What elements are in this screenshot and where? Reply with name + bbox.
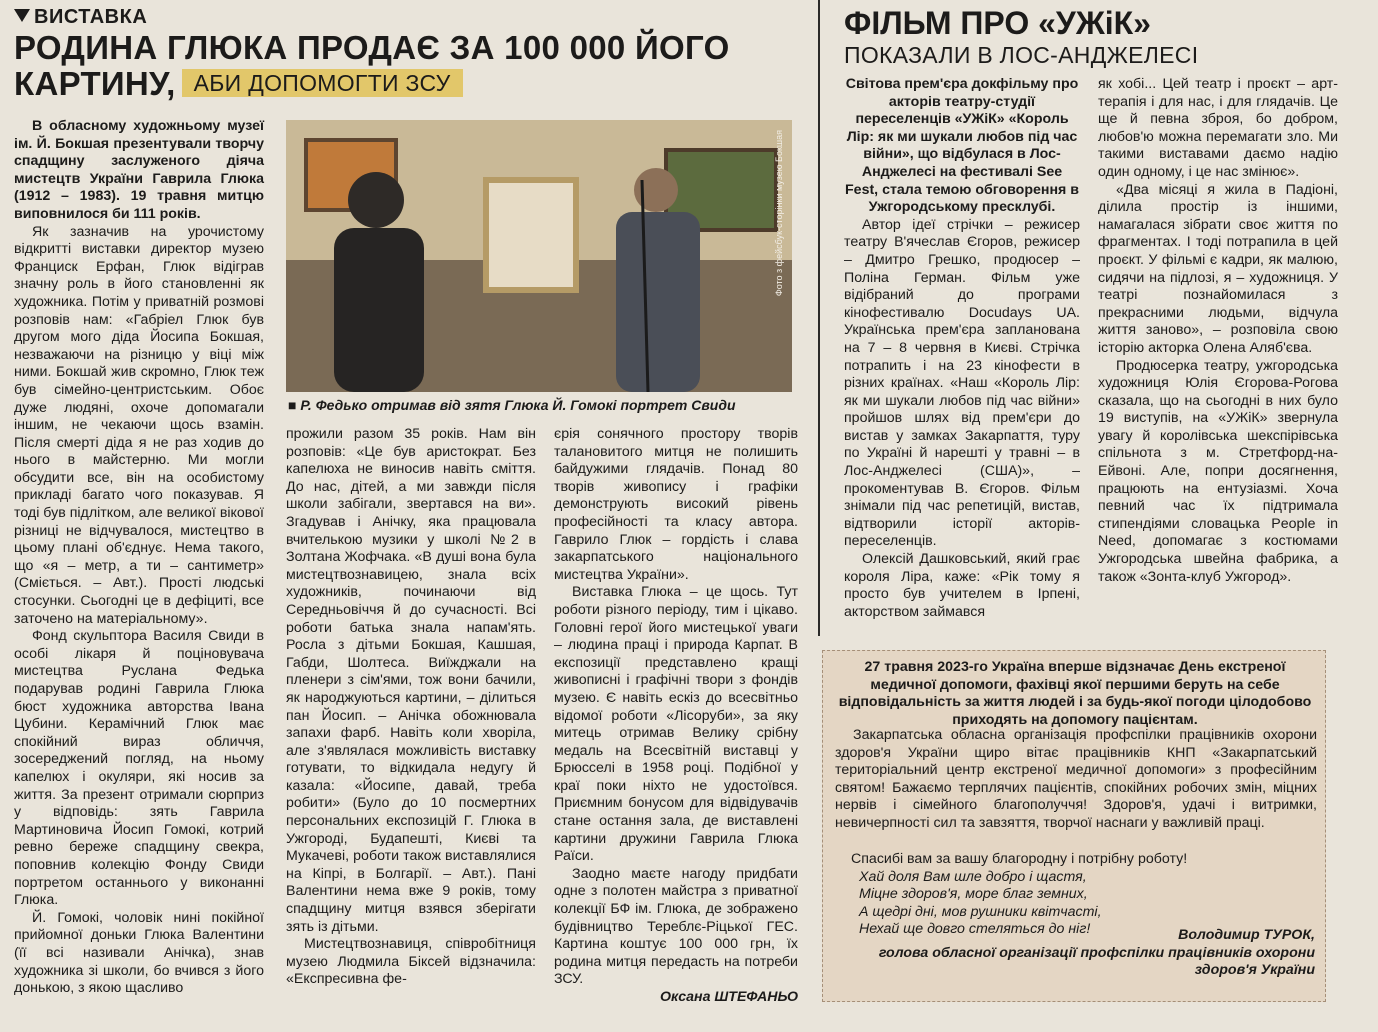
photo-credit: Фото з фейсбук-сторінки музею Бокшая (774, 130, 784, 297)
paragraph: Фонд скульптора Василя Свиди в особі лікаря й поціновувача мистецтва Руслана Федька подарував родині Гаврила Глюка бюст художника авторства Івана Цубини. Керамічний Глюк має спокійний вираз обличчя, зосереджений погляд, на ньому капелюх і окуляри, які носив за життя. За презент отримали сюрприз у відповідь: зять Гаврила Мартиновича Йосип Гомокі, котрий ревно береже спадщину свекра, поповнив колекцію Фонду Свиди портретом останнього у виконанні Глюка. (14, 628, 264, 909)
paragraph: Автор ідеї стрічки – режисер театру В'ячеслав Єгоров, режисер – Дмитро Грешко, продюсер – Поліна Герман. Фільм уже відібраний до програми кінофестивалю Docudays UA. Українська прем'єра запланована на 7 – 8 червня в Києві. Стрічка потрапить і на 23 кінофести в різних країнах. «Наш «Король Лір: як ми шукали любов під час війни» пройшов шлях від прем'єри до вистав у замках Закарпаття, туру по Україні й нарешті у травні – в Лос-Анджелесі (США)», – прокоментував В. Єгоров. Фільм знімали під час репетицій, вистав, відтворили історії акторів-переселенців. (844, 216, 1080, 550)
article-author: Оксана ШТЕФАНЬО (660, 989, 798, 1005)
greeting-title: 27 травня 2023-го Україна вперше відзначає День екстреної медичної допомоги, фахівці якої першими беруть на себе відповідальність за життя людей і за будь-якої погоди цілодобово приходять на допомогу пацієнтам. (838, 659, 1312, 728)
paragraph: як хобі... Цей театр і проєкт – арт-терапія і для нас, і для глядачів. Це ще й певна зброя, бо добром, любов'ю можна перемагати зло. Ми такими виставами даємо надію один одному, і це нас змінює». (1098, 76, 1338, 180)
article1-column-2 (286, 426, 536, 1002)
paragraph: Закарпатська обласна організація профспілки працівників охорони здоров'я України щиро вітає працівників КНП «Закарпатський територіальний центр екстреної медичної допомоги» з професійним святом! Бажаємо терплячих пацієнтів, спокійних робочих змін, міцних нервів і сімейного благополуччя! Здоров'я, удачі і витримки, невичерпності сил та завзяття, творчої наснаги у важливій праці. (835, 727, 1317, 831)
article-headline: РОДИНА ГЛЮКА ПРОДАЄ ЗА 100 000 ЙОГО КАРТИНУ, АБИ ДОПОМОГТИ ЗСУ (14, 29, 730, 102)
signer-name: Володимир ТУРОК, (1178, 927, 1315, 943)
paragraph: «Два місяці я жила в Падіоні, ділила простір із іншими, намагалася зібрати своє життя по фрагментах. І тоді потрапила в цей проєкт. У фільмі є кадри, як малюю, сидячи на підлозі, я – художниця. У театрі познайомилася з прекрасними людьми, відчула життя заново», – розповіла свою історію акторка Олена Аляб'єва. (1098, 181, 1338, 356)
greeting-body (835, 727, 1317, 833)
article1-column-1 (14, 118, 264, 1002)
poem-line: Нехай ще довго стеляться до ніг! (859, 921, 1091, 938)
article2-column-2 (1098, 76, 1338, 632)
paragraph: Олексій Дашковський, який грає короля Ліра, каже: «Рік тому я просто був учителем в Ірпені, акторством займався (844, 551, 1080, 620)
article2-lead: Світова прем'єра докфільму про акторів театру-студії переселенців «УЖіК» «Король Лір: як ми шукали любов під час війни», що відбулася в Лос-Анджелесі на фестивалі See Fest, стала темою обговорення в Ужгородському пресклубі. (845, 76, 1079, 216)
article1-column-3 (554, 426, 798, 1005)
paragraph: Продюсерка театру, ужгородська художниця Юлія Єгорова-Рогова сказала, що на сьогодні в них було 19 виступів, на «УЖіК» звернула увагу й королівська шекспірівська спільнота з м. Стретфорд-на-Ейвоні. Але, попри досягнення, працюють на ентузіазмі. Хоча певний час їх підтримала стипендіями словацька People in Need, допомагає з костюмами Ужгородська швейна фабрика, а також «Зонта-клуб Ужгород». (1098, 357, 1338, 585)
article2-column-1 (844, 76, 1080, 632)
paragraph: Заодно маєте нагоду придбати одне з полотен майстра з приватної колекції БФ ім. Глюка, де зображено будівництво Тереблє-Ріцької ГЕС. Картина коштує 100 000 грн, їх родина митця передасть на потреби ЗСУ. (554, 865, 798, 988)
triangle-icon (14, 9, 30, 22)
poem-line: Міцне здоров'я, море благ земних, (859, 886, 1088, 903)
paragraph: прожили разом 35 років. Нам він розповів: «Це був аристократ. Без капелюха не виносив навіть сміття. До нас, дітей, а ми завжди після школи забігали, звертався на ви». Згадував і Анічку, яка працювала вчителькою музики у школі №2 в Золтана Жофчака. «В душі вона була мистецтвознавицею, знала всіх художників, починаючи від Середньовіччя й до сучасності. Всі роботи батька знала напам'ять. Росла з дітьми Бокшая, Кашшая, Габди, Шолтеса. Виїжджали на пленери з сім'ями, тож вони бачили, як народжуються картини, – ділиться пан Йосип. – Анічка обожнювала запахи фарб. Навіть коли хворіла, але з'являлася можливість виставку готувати, то відкидала недугу й казала: «Йосипе, давай, треба робити» (Було до 10 посмертних персональних експозицій Г. Глюка в Ужгороді, Будапешті, Києві та Мукачеві, роботи також виставлялися на Кіпрі, в Болгарії. – Авт.). Пані Валентини нема вже 9 років, тому спадщину митця взявся зберігати зять із дітьми. (286, 426, 536, 935)
photo-caption: ■ Р. Федько отримав від зятя Глюка Й. Гомокі портрет Свиди (288, 397, 736, 413)
article-photo (286, 120, 792, 392)
signer-title: голова обласної організації профспілки працівників охорони здоров'я України (878, 944, 1315, 979)
poem-line: Спасибі вам за вашу благородну і потрібну роботу! (851, 851, 1188, 867)
poem-line: А щедрі дні, мов рушники квітчасті, (859, 903, 1102, 920)
headline-kicker: АБИ ДОПОМОГТИ ЗСУ (182, 69, 463, 97)
article2-subheadline: ПОКАЗАЛИ В ЛОС-АНДЖЕЛЕСІ (844, 42, 1199, 68)
photo-illustration (286, 120, 792, 392)
paragraph: Й. Гомокі, чоловік нині покійної прийомної доньки Глюка Валентини (її всі називали Анічка), знав художника зі школи, бо вчився з його донькою, з якою щасливо (14, 909, 264, 997)
paragraph: єрія сонячного простору творів талановитого митця не полишить байдужими глядачів. Понад 80 творів живопису і графіки демонструють високий рівень професійності та класу автора. Гаврило Глюк – гордість і слава закарпатського національного мистецтва України». (554, 426, 798, 583)
poem-line: Хай доля Вам шле добро і щастя, (859, 868, 1087, 885)
paragraph: Виставка Глюка – це щось. Тут роботи різного періоду, тим і цікаво. Головні герої його мистецької уваги – людина праці і природа Карпат. В експозиції представлено кращі живописні і графічні твори з фондів музею. Є навіть ескіз до всесвітньо відомої роботи «Лісоруби», за яку митець отримав Велику срібну медаль на Всесвітній виставці у Брюсселі в 1958 році. Подібної у краї поки ніхто не удостоївся. Приємним бонусом для відвідувачів стане остання зала, де виставлені картини дружини Гаврила Глюка Раїси. (554, 584, 798, 865)
article1-lead: В обласному художньому музеї ім. Й. Бокшая презентували творчу спадщину заслуженого діяча мистецтв України Гаврила Глюка (1912 – 1983). 19 травня митцю виповнилося би 111 років. (14, 118, 264, 222)
section-rubric: ВИСТАВКА (14, 6, 147, 29)
greeting-poem (835, 851, 1317, 939)
paragraph: Мистецтвознавиця, співробітниця музею Людмила Біксей відзначила: «Експресивна фе- (286, 936, 536, 988)
greeting-signature (825, 927, 1315, 980)
article2-headline: ФІЛЬМ ПРО «УЖіК» (844, 5, 1151, 41)
greeting-box (822, 650, 1326, 1002)
column-divider (818, 0, 820, 636)
paragraph: Як зазначив на урочистому відкритті виставки директор музею Франциск Ерфан, Глюк відіграв значну роль в його становленні як художника. Потім у приватній розмові розповів нам: «Габріел Глюк був другом мого діда Йосипа Бокшая, незважаючи на різницю у віці між ними. Бокшай жив скромно, Глюк теж був сімейно-центристським. Обоє дуже людяні, охоче допомагали іншим, не чекаючи щось взамін. Після смерті діда я не раз ходив до нього в майстерню. Ми могли обсудити все, він на особистому прикладі багато чого показував. Я тоді був підлітком, але великої вікової різниці не відчувалося, мистецтво в цьому плані об'єднує. Нема такого, що «я – метр, а ти – сантиметр» (Сміється. – Авт.). Прості людські стосунки. Сьогодні це в дефіциті, все заточено на матеріальному». (14, 223, 264, 627)
